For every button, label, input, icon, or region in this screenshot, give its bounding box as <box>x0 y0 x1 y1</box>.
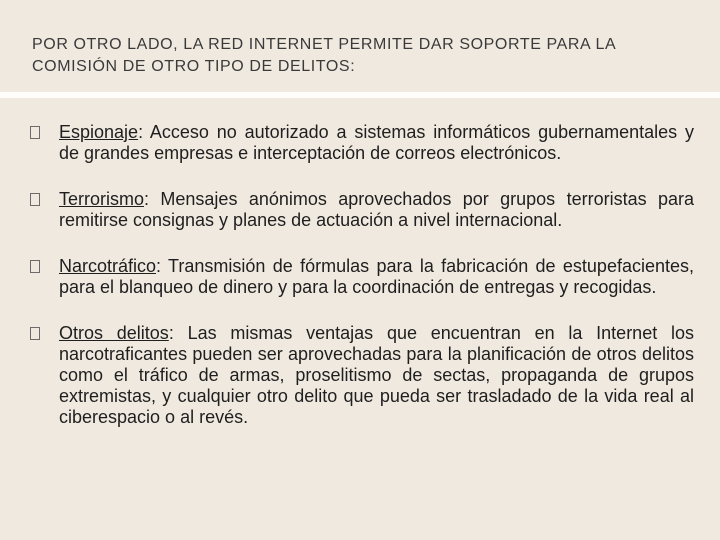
bullet-box-icon <box>30 193 40 206</box>
bullet-item-otros-delitos <box>30 323 694 428</box>
bullet-term: Terrorismo <box>59 189 145 209</box>
bullet-box-icon <box>30 327 40 340</box>
bullet-term: Narcotráfico <box>59 256 157 276</box>
title-divider <box>0 92 720 98</box>
bullet-item-narcotrafico <box>30 256 694 298</box>
slide-title: POR OTRO LADO, LA RED INTERNET PERMITE DAR SOPORTE PARA LA COMISIÓN DE OTRO TIPO DE DELITOS: <box>32 36 616 75</box>
bullet-text: : Las mismas ventajas que encuentran en la Internet los narcotraficantes pueden ser aprovechadas para la planificación de otros delitos como el tráfico de armas, proselitismo de sectas, propaganda de grupos extremistas, y cualquier otro delito que pueda ser trasladado de la vida real al ciberespacio o al revés. <box>59 323 694 427</box>
bullet-term: Espionaje <box>59 122 139 142</box>
bullet-text: : Acceso no autorizado a sistemas informáticos gubernamentales y de grandes empresas e interceptación de correos electrónicos. <box>59 122 694 163</box>
bullet-box-icon <box>30 260 40 273</box>
bullet-text: : Transmisión de fórmulas para la fabricación de estupefacientes, para el blanqueo de dinero y para la coordinación de entregas y recogidas. <box>59 256 694 297</box>
bullet-item-espionaje <box>30 122 694 164</box>
bullet-item-terrorismo <box>30 189 694 231</box>
bullet-list <box>30 122 694 453</box>
bullet-text: : Mensajes anónimos aprovechados por grupos terroristas para remitirse consignas y planes de actuación a nivel internacional. <box>59 189 694 230</box>
bullet-box-icon <box>30 126 40 139</box>
bullet-term: Otros delitos <box>59 323 169 343</box>
